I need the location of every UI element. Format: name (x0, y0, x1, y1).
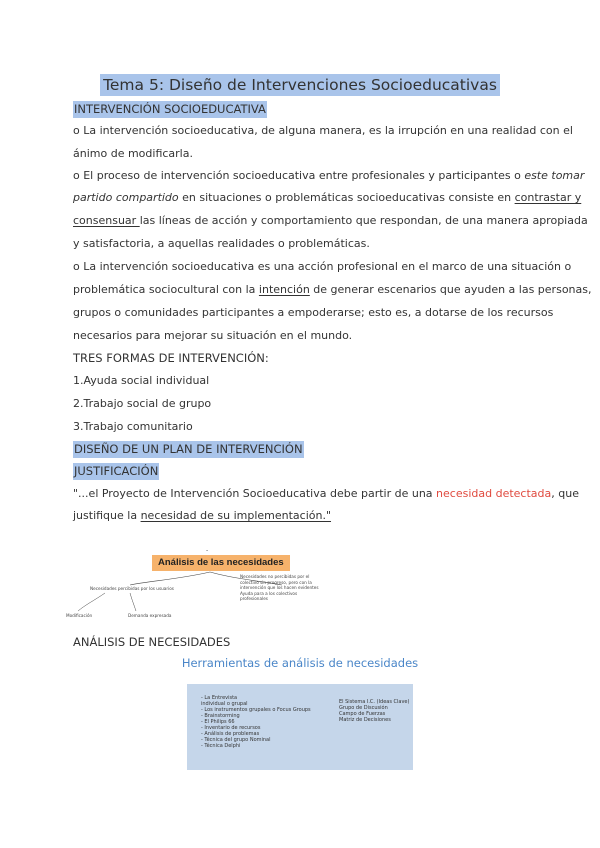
p2-l2-italic: partido compartido (73, 191, 179, 204)
quote-l2-underlined: necesidad de su implementación." (140, 509, 332, 522)
title-container (0, 74, 600, 96)
herramientas-box (187, 684, 413, 770)
diagram-left-leaf-1: Modificación (66, 613, 93, 618)
forma-item-3: 3.Trabajo comunitario (73, 420, 193, 433)
tool-right-2: Grupo de Discusión (339, 705, 388, 711)
diagram-right-branch-1: Necesidades no percibidas por el (240, 574, 310, 579)
p2-l1-text: o El proceso de intervención socioeducativa entre profesionales y participantes o (73, 169, 525, 182)
connector-left (130, 572, 210, 585)
section-heading-diseno (73, 441, 525, 458)
p2-line-4: y satisfactoria, a aquellas realidades o problemáticas. (73, 237, 370, 250)
quote-highlight-red: necesidad detectada (436, 487, 552, 500)
p3-l2-text: problemática sociocultural con la (73, 283, 259, 296)
needs-analysis-diagram (60, 545, 350, 625)
tool-left-6: - Inventario de recursos (201, 725, 261, 731)
tool-left-9: - Técnica Delphi (201, 743, 241, 749)
p3-line-3: grupos o comunidades participantes a empoderarse; esto es, a dotarse de los recursos (73, 306, 554, 319)
p2-l1-italic: este tomar (524, 169, 585, 182)
tool-left-4: - Brainstorming (201, 713, 240, 719)
quote-line-1 (73, 486, 579, 502)
section-heading-text: INTERVENCIÓN SOCIOEDUCATIVA (74, 102, 266, 116)
diagram-title-box: Análisis de las necesidades (152, 555, 290, 571)
p2-l3-text: las líneas de acción y comportamiento que respondan, de una manera apropiada (139, 214, 588, 227)
p3-line-2 (73, 282, 592, 298)
quote-l1-text: "...el Proyecto de Intervención Socioeducativa debe partir de una (73, 487, 437, 500)
connector-left-leaf-2 (130, 593, 136, 611)
tool-left-8: - Técnica del grupo Nominal (201, 737, 271, 743)
diagram-right-branch-2: colectivo sin progreso, pero con la (240, 579, 312, 585)
tool-left-1: - La Entrevista (201, 695, 238, 701)
p3-l2-underlined: intención (258, 283, 310, 296)
diagram-top-mark: - (206, 547, 209, 554)
justificacion-heading (73, 463, 525, 480)
tool-left-3: - Los instrumentos grupales o Focus Groups (201, 707, 311, 713)
p3-line-1: o La intervención socioeducativa es una acción profesional en el marco de una situación o (73, 260, 572, 273)
herramientas-title: Herramientas de análisis de necesidades (181, 656, 419, 670)
tool-left-7: - Análisis de problemas (201, 731, 260, 737)
p2-line-1 (73, 168, 585, 184)
analisis-heading: ANÁLISIS DE NECESIDADES (73, 635, 231, 649)
tool-right-3: Campo de Fuerzas (339, 711, 386, 717)
p1-line-1: o La intervención socioeducativa, de alguna manera, es la irrupción en una realidad con el (73, 124, 573, 137)
justificacion-heading-text: JUSTIFICACIÓN (74, 464, 159, 478)
forma-item-1: 1.Ayuda social individual (73, 374, 210, 387)
p2-l3-underlined: consensuar (73, 214, 140, 227)
diagram-right-branch-4: Ayuda para a los colectivos (240, 590, 298, 596)
diagram-left-leaf-2: Demanda expresada (128, 613, 172, 618)
tool-left-5: - El Philips 66 (201, 719, 235, 725)
diagram-left-branch: Necesidades percibidas por los usuarios (90, 586, 174, 591)
document-title: Tema 5: Diseño de Intervenciones Socioeducativas (100, 74, 500, 96)
p3-line-4: necesarios para mejorar su situación en el mundo. (73, 329, 353, 342)
quote-l2-text: justifique la (73, 509, 141, 522)
forma-item-2: 2.Trabajo social de grupo (73, 397, 212, 410)
quote-l1-end: , que (551, 487, 579, 500)
p2-l2-underlined: contrastar y (514, 191, 582, 204)
p2-line-3 (73, 213, 588, 229)
p2-l2-text: en situaciones o problemáticas socioeducativas consiste en (178, 191, 515, 204)
connector-left-leaf-1 (78, 593, 105, 611)
tres-formas-heading: TRES FORMAS DE INTERVENCIÓN: (73, 351, 269, 365)
quote-line-2 (73, 508, 525, 524)
tool-right-4: Matriz de Decisiones (339, 717, 391, 723)
p3-l2-text-end: de generar escenarios que ayuden a las personas, (309, 283, 592, 296)
p1-line-2: ánimo de modificarla. (73, 147, 193, 160)
p2-line-2 (73, 190, 582, 206)
section-heading-diseno-text: DISEÑO DE UN PLAN DE INTERVENCIÓN (74, 442, 303, 456)
tool-left-2: individual o grupal (201, 701, 248, 707)
section-heading-intervencion (73, 101, 525, 118)
diagram-right-branch-3: intervención que los hacen evidentes (240, 585, 319, 590)
diagram-right-branch-5: profesionales (240, 596, 268, 601)
tool-right-1: El Sistema I.C. (Ideas Clave) (339, 699, 410, 705)
